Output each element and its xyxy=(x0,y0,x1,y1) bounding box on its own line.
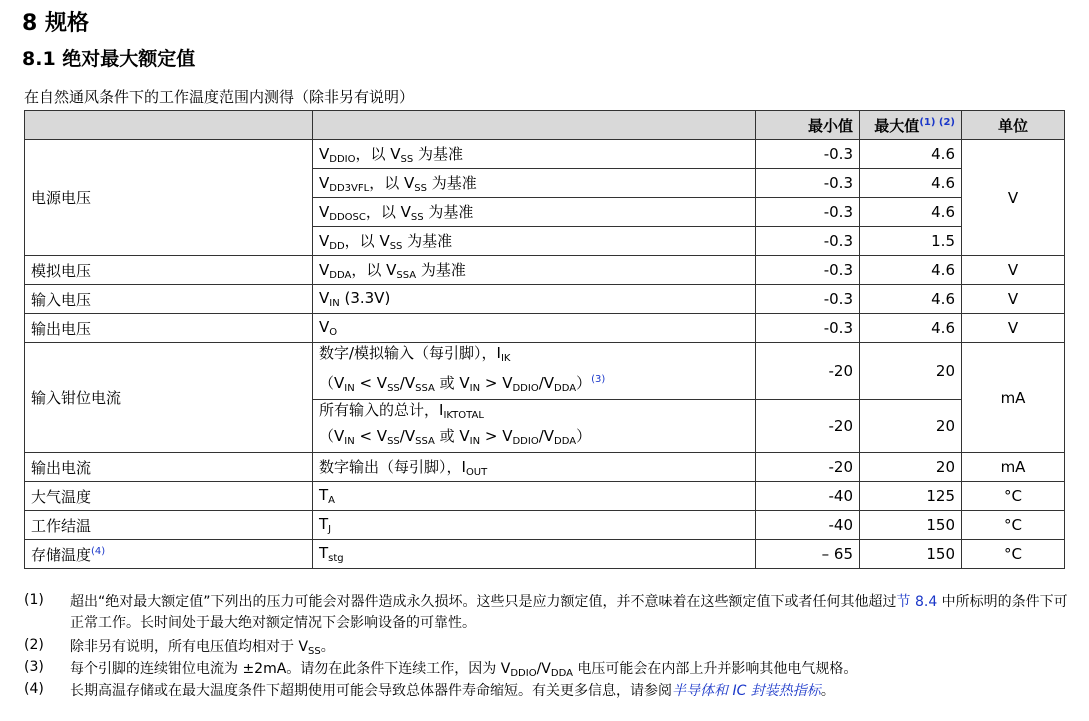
param-vddio: $V_{DDIO}$，以 $V_{SS}$ 为基准 xyxy=(313,140,756,169)
max-value: 20 xyxy=(860,453,962,482)
group-clamp: 输入钳位电流 xyxy=(25,343,313,453)
footnote-2: (2) 除非另有说明，所有电压值均相对于 $V_{SS}$。 xyxy=(24,637,335,657)
max-value: 150 xyxy=(860,511,962,540)
param-iik: 数字/模拟输入（每引脚），$I_{IK}$ （$V_{IN} < V_{SS}/V_{SSA}$ 或 $V_{IN} > V_{DDIO}/V_{DDA})^{(3)}$ xyxy=(313,343,756,400)
unit-value: V xyxy=(962,140,1065,256)
max-value: 4.6 xyxy=(860,256,962,285)
group-input: 输入电压 xyxy=(25,285,313,314)
min-value: -40 xyxy=(756,482,860,511)
min-value: -0.3 xyxy=(756,256,860,285)
group-output: 输出电压 xyxy=(25,314,313,343)
header-blank xyxy=(313,111,756,140)
table-row xyxy=(25,140,1065,169)
footnote-4-link[interactable]: (4) xyxy=(91,545,106,557)
min-value: -0.3 xyxy=(756,169,860,198)
min-value: -0.3 xyxy=(756,198,860,227)
param-vdda: $V_{DDA}$，以 $V_{SSA}$ 为基准 xyxy=(313,256,756,285)
param-vo: $V_O$ xyxy=(313,314,756,343)
max-value: 4.6 xyxy=(860,169,962,198)
table-row xyxy=(25,540,1065,569)
max-value: 4.6 xyxy=(860,140,962,169)
header-min: 最小值 xyxy=(756,111,860,140)
param-iiktotal: 所有输入的总计，$I_{IKTOTAL}$ （$V_{IN} < V_{SS}/V_{SSA}$ 或 $V_{IN} > V_{DDIO}/V_{DDA}$） xyxy=(313,400,756,453)
param-tj: $T_J$ xyxy=(313,511,756,540)
thermal-metrics-link[interactable]: 半导体和 IC 封装热指标 xyxy=(672,683,821,699)
footnote-3: (3) 每个引脚的连续钳位电流为 ±2mA。请勿在此条件下连续工作，因为 $V_{DDIO}/V_{DDA}$ 电压可能会在内部上升并影响其他电气规格。 xyxy=(24,659,858,679)
table-row xyxy=(25,343,1065,400)
conditions-text: 在自然通风条件下的工作温度范围内测得（除非另有说明） xyxy=(24,88,415,106)
footnote-1: (1) 超出“绝对最大额定值”下列出的压力可能会对器件造成永久损坏。这些只是应力额定值，并不意味着在这些额定值下或者任何其他超过节 8.4 中所标明的条件下可正常工作。长时间处于最大绝对额定情况下会影响设备的可靠性。 xyxy=(24,592,1068,631)
unit-value: V xyxy=(962,314,1065,343)
table-row xyxy=(25,285,1065,314)
min-value: -0.3 xyxy=(756,227,860,256)
table-row xyxy=(25,482,1065,511)
group-ambient: 大气温度 xyxy=(25,482,313,511)
section-8-4-link[interactable]: 节 8.4 xyxy=(896,594,938,610)
unit-value: °C xyxy=(962,482,1065,511)
min-value: -40 xyxy=(756,511,860,540)
param-vin: $V_{IN}$ (3.3V) xyxy=(313,285,756,314)
min-value: -20 xyxy=(756,400,860,453)
param-ta: $T_A$ xyxy=(313,482,756,511)
param-vdd: $V_{DD}$，以 $V_{SS}$ 为基准 xyxy=(313,227,756,256)
table-row xyxy=(25,314,1065,343)
section-title: 8 规格 xyxy=(22,11,89,36)
min-value: -0.3 xyxy=(756,314,860,343)
min-value: – 65 xyxy=(756,540,860,569)
max-value: 20 xyxy=(860,400,962,453)
footnote-4: (4) 长期高温存储或在最大温度条件下超期使用可能会导致总体器件寿命缩短。有关更多信息，请参阅半导体和 IC 封装热指标。 xyxy=(24,681,835,699)
table-row xyxy=(25,453,1065,482)
max-value: 125 xyxy=(860,482,962,511)
param-iout: 数字输出（每引脚），$I_{OUT}$ xyxy=(313,453,756,482)
unit-value: °C xyxy=(962,540,1065,569)
min-value: -20 xyxy=(756,343,860,400)
table-row xyxy=(25,511,1065,540)
header-blank xyxy=(25,111,313,140)
table-header-row xyxy=(25,111,1065,140)
min-value: -0.3 xyxy=(756,140,860,169)
param-vddosc: $V_{DDOSC}$，以 $V_{SS}$ 为基准 xyxy=(313,198,756,227)
min-value: -20 xyxy=(756,453,860,482)
subsection-title: 8.1 绝对最大额定值 xyxy=(22,48,196,70)
footnote-3-link[interactable]: (3) xyxy=(591,374,606,385)
max-footnote-link[interactable]: (1) (2) xyxy=(919,116,955,128)
min-value: -0.3 xyxy=(756,285,860,314)
group-analog: 模拟电压 xyxy=(25,256,313,285)
group-outcur: 输出电流 xyxy=(25,453,313,482)
unit-value: °C xyxy=(962,511,1065,540)
max-value: 4.6 xyxy=(860,198,962,227)
group-supply: 电源电压 xyxy=(25,140,313,256)
param-vdd3vfl: $V_{DD3VFL}$，以 $V_{SS}$ 为基准 xyxy=(313,169,756,198)
header-unit: 单位 xyxy=(962,111,1065,140)
header-max: 最大值$^{(1) (2)}$ xyxy=(860,111,962,140)
param-tstg: $T_{stg}$ xyxy=(313,540,756,569)
unit-value: mA xyxy=(962,343,1065,453)
max-value: 4.6 xyxy=(860,285,962,314)
max-value: 1.5 xyxy=(860,227,962,256)
group-storage: 存储温度$^{(4)}$ xyxy=(25,540,313,569)
unit-value: V xyxy=(962,256,1065,285)
max-value: 4.6 xyxy=(860,314,962,343)
unit-value: mA xyxy=(962,453,1065,482)
group-junction: 工作结温 xyxy=(25,511,313,540)
abs-max-ratings-table xyxy=(24,110,1065,569)
max-value: 20 xyxy=(860,343,962,400)
unit-value: V xyxy=(962,285,1065,314)
table-row xyxy=(25,256,1065,285)
max-value: 150 xyxy=(860,540,962,569)
